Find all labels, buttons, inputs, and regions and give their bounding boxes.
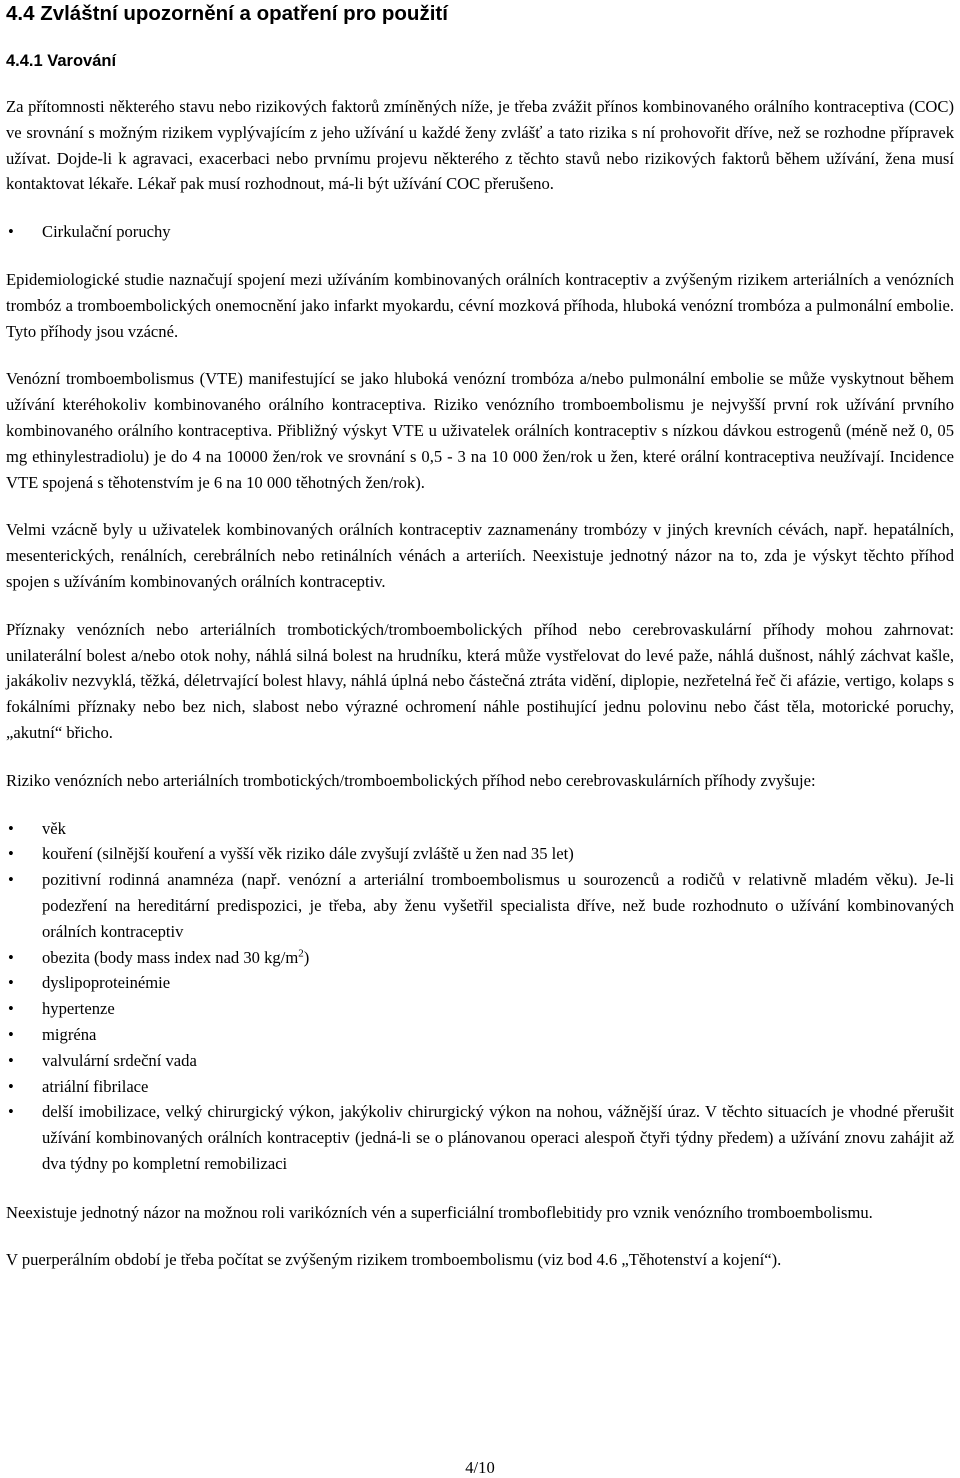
list-item <box>6 1048 954 1074</box>
list-item <box>6 816 954 842</box>
bullet-icon: • <box>8 222 14 242</box>
risk-factor-text: obezita (body mass index nad 30 kg/m <box>42 947 299 967</box>
document-page <box>6 0 954 1273</box>
risk-factor-text: kouření (silnější kouření a vyšší věk riziko dále zvyšují zvláště u žen nad 35 let) <box>42 844 574 864</box>
circulatory-heading: Cirkulační poruchy <box>42 222 171 242</box>
risk-factor-text: dyslipoproteinémie <box>42 973 171 993</box>
risk-factor-suffix: ) <box>303 947 310 967</box>
risk-factor-list <box>6 816 954 1177</box>
risk-factor-text: věk <box>42 818 66 838</box>
bullet-icon: • <box>8 999 14 1019</box>
intro-paragraph: Za přítomnosti některého stavu nebo rizikových faktorů zmíněných níže, je třeba zvážit přínos kombinovaného orálního kontraceptiva (COC) ve srovnání s možným rizikem vyplývajícím z jeho užívání u každé ženy zvlášť a tato rizika s ní prohovořit dříve, než se rozhodne přípravek užívat. Dojde-li k agravaci, exacerbaci nebo prvnímu projevu některého z těchto stavů nebo rizikových faktorů během užívání, žena musí kontaktovat lékaře. Lékař pak musí rozhodnout, má-li být užívání COC přerušeno. <box>6 97 954 194</box>
bullet-icon: • <box>8 1050 14 1070</box>
varicose-paragraph: Neexistuje jednotný názor na možnou roli varikózních vén a superficiální tromboflebitidy pro vznik venózního tromboembolismu. <box>6 1202 873 1222</box>
list-item <box>6 1022 954 1048</box>
risk-factor-text: atriální fibrilace <box>42 1076 149 1096</box>
list-item <box>6 841 954 867</box>
list-item <box>6 867 954 944</box>
bullet-icon: • <box>8 818 14 838</box>
bullet-icon: • <box>8 973 14 993</box>
page-number: 4/10 <box>465 1458 495 1477</box>
list-item <box>6 1074 954 1100</box>
bullet-icon: • <box>8 844 14 864</box>
risk-factor-text: pozitivní rodinná anamnéza (např. venózní a arteriální tromboembolismus u sourozenců a rodičů v relativně mladém věku). Je-li podezření na hereditární predispozici, je třeba, aby ženu vyšetřil specialista dříve, než bude rozhodnuto o užívání kombinovaných orálních kontraceptiv <box>42 870 954 941</box>
vte-paragraph: Venózní tromboembolismus (VTE) manifestující se jako hluboká venózní trombóza a/nebo pulmonální embolie se může vyskytnout během užívání kteréhokoliv kombinovaného orálního kontraceptiva. Riziko venózního tromboembolismu je nejvyšší první rok užívání prvního kombinovaného orálního kontraceptiva. Přibližný výskyt VTE u uživatelek orálních kontraceptiv s nízkou dávkou estrogenů (méně než 0, 05 mg ethinylestradiolu) je do 4 na 10000 žen/rok ve srovnání s 0,5 - 3 na 10 000 žen/rok u žen, které orální kontraceptiva neužívají. Incidence VTE spojená s těhotenstvím je 6 na 10 000 těhotných žen/rok). <box>6 369 954 492</box>
puerperium-paragraph: V puerperálním období je třeba počítat se zvýšeným rizikem tromboembolismu (viz bod 4.6 „Těhotenství a kojení“). <box>6 1250 782 1270</box>
list-item <box>6 1099 954 1176</box>
risk-intro-paragraph: Riziko venózních nebo arteriálních trombotických/tromboembolických příhod nebo cerebrovaskulárních příhody zvyšuje: <box>6 770 816 790</box>
risk-factor-text: hypertenze <box>42 999 115 1019</box>
section-heading: 4.4 Zvláštní upozornění a opatření pro použití <box>6 2 448 25</box>
list-item <box>6 970 954 996</box>
bullet-icon: • <box>8 1024 14 1044</box>
subsection-heading: 4.4.1 Varování <box>6 52 117 70</box>
risk-factor-text: valvulární srdeční vada <box>42 1050 197 1070</box>
symptoms-paragraph: Příznaky venózních nebo arteriálních trombotických/tromboembolických příhod nebo cerebrovaskulární příhody mohou zahrnovat: unilaterální bolest a/nebo otok nohy, náhlá silná bolest na hrudníku, která může vystřelovat do levé paže, náhlá dušnost, náhlý záchvat kašle, jakákoliv nezvyklá, těžká, déletrvající bolest hlavy, náhlá úplná nebo částečná ztráta vidění, diplopie, nezřetelná řeč či afázie, vertigo, kolaps s fokálními příznaky nebo bez nich, slabost nebo výrazné ochromení náhle postihující jednu polovinu nebo část těla, motorické poruchy, „akutní“ břicho. <box>6 619 954 742</box>
bullet-icon: • <box>8 1076 14 1096</box>
bullet-icon: • <box>8 947 14 967</box>
circulatory-bullet-item <box>6 219 954 245</box>
list-item <box>6 945 954 971</box>
risk-factor-text: migréna <box>42 1024 97 1044</box>
risk-factor-text: delší imobilizace, velký chirurgický výkon, jakýkoliv chirurgický výkon na nohou, vážnější úraz. V těchto situacích je vhodné přerušit užívání kombinovaných orálních kontraceptiv (jedná-li se o plánovanou operaci alespoň čtyři týdny předem) a užívání znovu zahájit až dva týdny po kompletní remobilizaci <box>42 1102 954 1173</box>
rare-thrombosis-paragraph: Velmi vzácně byly u uživatelek kombinovaných orálních kontraceptiv zaznamenány trombózy v jiných krevních cévách, např. hepatálních, mesenterických, renálních, cerebrálních nebo retinálních vénách a arteriích. Neexistuje jednotný názor na to, zda je výskyt těchto příhod spojen s užíváním kombinovaných orálních kontraceptiv. <box>6 520 954 591</box>
bullet-icon: • <box>8 870 14 890</box>
list-item <box>6 996 954 1022</box>
bullet-icon: • <box>8 1102 14 1122</box>
epidemiology-paragraph: Epidemiologické studie naznačují spojení mezi užíváním kombinovaných orálních kontraceptiv a zvýšeným rizikem arteriálních a venózních trombóz a tromboembolických onemocnění jako infarkt myokardu, cévní mozková příhoda, hluboká venózní trombóza a pulmonální embolie. Tyto příhody jsou vzácné. <box>6 269 954 341</box>
superscript: 2 <box>298 946 304 959</box>
